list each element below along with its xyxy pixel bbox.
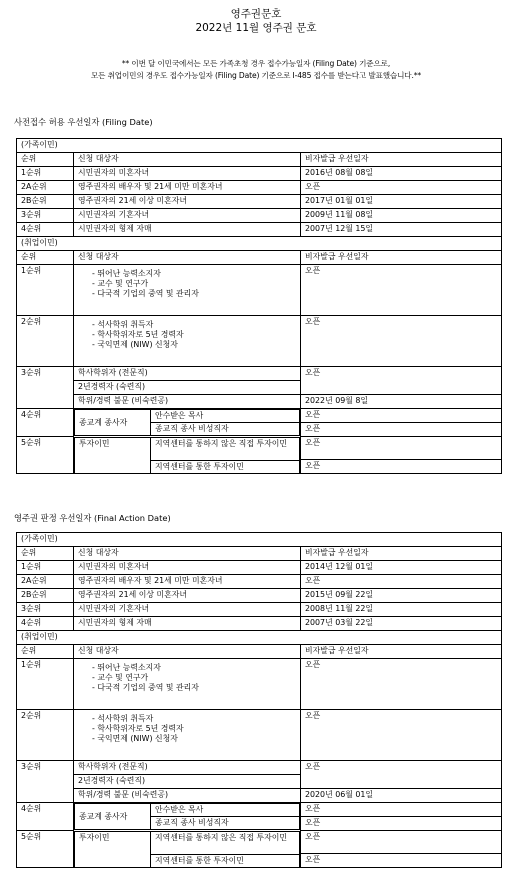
table-row: [17, 617, 502, 631]
date-cell: 오픈: [301, 460, 502, 474]
rank-cell: 2B순위: [17, 589, 74, 603]
list-item: - 석사학위 취득자: [92, 320, 296, 330]
header-row: [17, 547, 502, 561]
col-target: 신청 대상자: [74, 645, 301, 659]
rank-cell: 3순위: [17, 603, 74, 617]
sub-item: 지역센터를 통한 투자이민: [151, 460, 300, 473]
table-row: [17, 395, 502, 409]
date-cell: 오픈: [301, 181, 502, 195]
target-cell: 시민권자의 형제 자매: [74, 223, 301, 237]
employment-section-label: (취업이민): [17, 631, 502, 645]
sub-item: 종교직 종사 비성직자: [151, 423, 300, 436]
target-cell: 학사학위자 (전문직): [74, 761, 301, 775]
date-cell: 오픈: [301, 761, 502, 789]
page-title: 영주권문호: [230, 8, 282, 20]
rank-cell: 1순위: [17, 265, 74, 316]
table-row: [17, 659, 502, 710]
date-cell: 오픈: [301, 659, 502, 710]
list-item: - 국익면제 (NIW) 신청자: [92, 340, 296, 350]
table-row: [17, 195, 502, 209]
final-action-table: [16, 532, 502, 868]
col-target: 신청 대상자: [74, 153, 301, 167]
target-cell: [74, 316, 301, 367]
rank-cell: 4순위: [17, 803, 74, 831]
target-list: [78, 710, 296, 748]
rank-cell: 1순위: [17, 659, 74, 710]
date-cell: 2016년 08월 08일: [301, 167, 502, 181]
list-item: - 뛰어난 능력소지자: [92, 269, 296, 279]
date-cell: 오픈: [301, 409, 502, 423]
date-cell: 오픈: [301, 316, 502, 367]
col-rank: 순위: [17, 153, 74, 167]
filing-date-heading: 사전접수 허용 우선일자 (Filing Date): [14, 117, 153, 127]
target-cell: 학위/경력 불문 (비숙련공): [74, 789, 301, 803]
table-row: [17, 789, 502, 803]
date-cell: 오픈: [301, 710, 502, 761]
col-rank: 순위: [17, 645, 74, 659]
target-cell: 학위/경력 불문 (비숙련공): [74, 395, 301, 409]
table-row: [17, 316, 502, 367]
table-row: [17, 367, 502, 381]
table-row: [17, 603, 502, 617]
list-item: - 석사학위 취득자: [92, 714, 296, 724]
target-cell: [74, 831, 301, 868]
table-row: [17, 437, 502, 460]
sub-target: 종교계 종사자: [75, 804, 151, 830]
list-item: - 다국적 기업의 중역 및 관리자: [92, 683, 296, 693]
date-cell: 오픈: [301, 265, 502, 316]
date-cell: 오픈: [301, 575, 502, 589]
rank-cell: 3순위: [17, 761, 74, 803]
final-action-heading: 영주권 판정 우선일자 (Final Action Date): [14, 513, 171, 523]
table-row: [17, 761, 502, 775]
date-cell: 2014년 12월 01일: [301, 561, 502, 575]
rank-cell: 5순위: [17, 831, 74, 868]
list-item: - 교수 및 연구가: [92, 279, 296, 289]
date-cell: 오픈: [301, 367, 502, 395]
rank-cell: 2순위: [17, 316, 74, 367]
table-row: [17, 209, 502, 223]
rank-cell: 4순위: [17, 223, 74, 237]
table-row: [17, 710, 502, 761]
sub-target: 투자이민: [75, 437, 151, 473]
target-cell: 영주권자의 배우자 및 21세 미만 미혼자녀: [74, 575, 301, 589]
table-row: [17, 181, 502, 195]
header-row: [17, 645, 502, 659]
family-section-label: (가족이민): [17, 533, 502, 547]
target-cell: 시민권자의 형제 자매: [74, 617, 301, 631]
target-list: [78, 265, 296, 303]
target-cell: 시민권자의 미혼자녀: [74, 561, 301, 575]
sub-item: 지역센터를 통한 투자이민: [151, 854, 300, 867]
date-cell: 오픈: [301, 831, 502, 854]
date-cell: 2009년 11월 08일: [301, 209, 502, 223]
date-cell: 2015년 09월 22일: [301, 589, 502, 603]
col-target: 신청 대상자: [74, 251, 301, 265]
sub-item: 안수받은 목사: [151, 804, 300, 817]
date-cell: 2008년 11월 22일: [301, 603, 502, 617]
table-row: [17, 223, 502, 237]
sub-item: 안수받은 목사: [151, 410, 300, 423]
header-row: [17, 153, 502, 167]
target-cell: 시민권자의 미혼자녀: [74, 167, 301, 181]
filing-date-table: [16, 138, 502, 474]
date-cell: 오픈: [301, 854, 502, 868]
date-cell: 2007년 12월 15일: [301, 223, 502, 237]
list-item: - 학사학위자로 5년 경력자: [92, 330, 296, 340]
sub-item: 종교직 종사 비성직자: [151, 817, 300, 830]
target-cell: 시민권자의 기혼자녀: [74, 209, 301, 223]
list-item: - 교수 및 연구가: [92, 673, 296, 683]
date-cell: 오픈: [301, 817, 502, 831]
notice-line-2: 모든 취업이민의 경우도 접수가능일자 (Filing Date) 기준으로 I-485 접수를 받는다고 발표했습니다.**: [90, 71, 422, 80]
rank-cell: 3순위: [17, 209, 74, 223]
col-date: 비자발급 우선일자: [301, 547, 502, 561]
sub-item: 지역센터를 통하지 않은 직접 투자이민: [151, 831, 300, 854]
rank-cell: 4순위: [17, 617, 74, 631]
rank-cell: 4순위: [17, 409, 74, 437]
target-cell: 2년경력자 (숙련직): [74, 775, 301, 789]
family-section-label: (가족이민): [17, 139, 502, 153]
rank-cell: 2A순위: [17, 575, 74, 589]
target-cell: 영주권자의 21세 이상 미혼자녀: [74, 195, 301, 209]
table-row: [17, 575, 502, 589]
page-subtitle: 2022년 11월 영주권 문호: [195, 22, 317, 34]
notice-line-1: ** 이번 달 이민국에서는 모든 가족초청 경우 접수가능일자 (Filing Date) 기준으로,: [121, 59, 391, 68]
date-cell: 2017년 01월 01일: [301, 195, 502, 209]
col-date: 비자발급 우선일자: [301, 645, 502, 659]
sub-target: 종교계 종사자: [75, 410, 151, 436]
date-cell: 2007년 03월 22일: [301, 617, 502, 631]
target-cell: [74, 437, 301, 474]
date-cell: 오픈: [301, 803, 502, 817]
employment-section-label: (취업이민): [17, 237, 502, 251]
date-cell: 2022년 09월 8일: [301, 395, 502, 409]
target-cell: 학사학위자 (전문직): [74, 367, 301, 381]
target-cell: [74, 659, 301, 710]
rank-cell: 2순위: [17, 710, 74, 761]
table-row: [17, 803, 502, 817]
col-rank: 순위: [17, 547, 74, 561]
target-cell: [74, 803, 301, 831]
rank-cell: 2B순위: [17, 195, 74, 209]
table-row: [17, 167, 502, 181]
rank-cell: 1순위: [17, 561, 74, 575]
table-row: [17, 409, 502, 423]
sub-item: 지역센터를 통하지 않은 직접 투자이민: [151, 437, 300, 460]
rank-cell: 1순위: [17, 167, 74, 181]
rank-cell: 2A순위: [17, 181, 74, 195]
target-cell: 2년경력자 (숙련직): [74, 381, 301, 395]
table-row: [17, 589, 502, 603]
list-item: - 학사학위자로 5년 경력자: [92, 724, 296, 734]
target-cell: 시민권자의 기혼자녀: [74, 603, 301, 617]
rank-cell: 3순위: [17, 367, 74, 409]
rank-cell: 5순위: [17, 437, 74, 474]
date-cell: 오픈: [301, 437, 502, 460]
table-row: [17, 831, 502, 854]
list-item: - 다국적 기업의 중역 및 관리자: [92, 289, 296, 299]
sub-target: 투자이민: [75, 831, 151, 867]
table-row: [17, 265, 502, 316]
list-item: - 뛰어난 능력소지자: [92, 663, 296, 673]
target-cell: 영주권자의 배우자 및 21세 미만 미혼자녀: [74, 181, 301, 195]
list-item: - 국익면제 (NIW) 신청자: [92, 734, 296, 744]
col-rank: 순위: [17, 251, 74, 265]
target-cell: [74, 265, 301, 316]
col-target: 신청 대상자: [74, 547, 301, 561]
target-list: [78, 659, 296, 697]
col-date: 비자발급 우선일자: [301, 153, 502, 167]
date-cell: 2020년 06월 01일: [301, 789, 502, 803]
date-cell: 오픈: [301, 423, 502, 437]
col-date: 비자발급 우선일자: [301, 251, 502, 265]
table-row: [17, 561, 502, 575]
target-cell: [74, 710, 301, 761]
target-cell: 영주권자의 21세 이상 미혼자녀: [74, 589, 301, 603]
header-row: [17, 251, 502, 265]
target-cell: [74, 409, 301, 437]
target-list: [78, 316, 296, 354]
